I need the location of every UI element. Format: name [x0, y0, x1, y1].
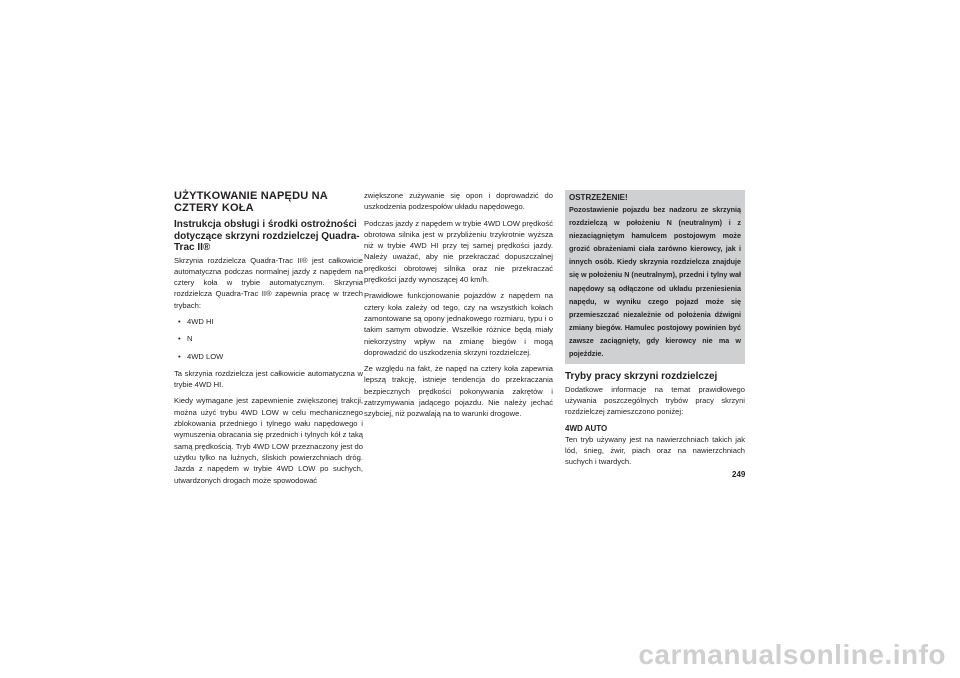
mode-heading: 4WD AUTO	[565, 423, 608, 433]
subsection-title: Instrukcja obsługi i środki ostrożności dotyczące skrzyni rozdzielczej Quadra-Trac II®	[174, 219, 360, 253]
watermark-text: carmanualsonline.info	[638, 639, 946, 670]
paragraph: Prawidłowe funkcjonowanie pojazdów z napędem na cztery koła zależy od tego, czy na wszystkich kołach zamontowane są opony jednakowego rozmiaru, typu i o takim samym obwodzie. Wszelkie różnice będą miały niekorzystny wpływ na zmianę biegów i mogą doprowadzić do uszkodzenia skrzyni rozdzielczej.	[364, 291, 553, 357]
warning-box	[565, 190, 745, 364]
column-right	[565, 190, 745, 472]
paragraph: Kiedy wymagane jest zapewnienie zwiększonej trakcji, można użyć trybu 4WD LOW w celu mechanicznego zblokowania przedniego i tylnego wału napędowego i wymuszenia obracania się przednich i tylnych kół z taką samą prędkością. Tryb 4WD LOW przeznaczony jest do użytku tylko na luźnych, śliskich powierzchniach dróg. Jazda z napędem w trybie 4WD LOW po suchych, utwardzonych drogach może spowodować	[174, 396, 363, 485]
paragraph: Dodatkowe informacje na temat prawidłowego używania poszczególnych trybów pracy skrzyni rozdzielczej zamieszczono poniżej:	[565, 384, 745, 417]
paragraph: Ten tryb używany jest na nawierzchniach takich jak lód, śnieg, żwir, piach oraz na nawierzchniach suchych i twardych.	[565, 434, 745, 467]
paragraph: Ta skrzynia rozdzielcza jest całkowicie automatyczna w trybie 4WD HI.	[174, 368, 363, 390]
paragraph: zwiększone zużywanie się opon i doprowadzić do uszkodzenia podzespołów układu napędowego.	[364, 191, 553, 212]
intro-paragraph: Skrzynia rozdzielcza Quadra-Trac II® jest całkowicie automatyczna podczas normalnej jazdy z napędem na cztery koła w trybie automatycznym. Skrzynia rozdzielcza Quadra-Trac II® zapewnia pracę w trzech trybach:	[174, 255, 363, 310]
subsection-title: Tryby pracy skrzyni rozdzielczej	[565, 371, 718, 383]
warning-title: OSTRZEŻENIE!	[569, 193, 628, 202]
column-middle	[364, 190, 553, 425]
column-left	[174, 190, 363, 491]
paragraph: Podczas jazdy z napędem w trybie 4WD LOW prędkość obrotowa silnika jest w przybliżeniu trzykrotnie wyższa niż w trybie 4WD HI przy tej samej prędkości jazdy. Należy uważać, aby nie przekraczać dopuszczalnej prędkości obrotowej silnika oraz nie przekraczać prędkości jazdy wynoszącej 40 km/h.	[364, 218, 553, 285]
list-item: • 4WD LOW	[178, 351, 363, 362]
list-item: • N	[178, 333, 363, 344]
warning-body: Pozostawienie pojazdu bez nadzoru ze skrzynią rozdzielczą w położeniu N (neutralnym) i z niezaciągniętym hamulcem postojowym może grozić obrażeniami ciała zarówno kierowcy, jak i innych osób. Kiedy skrzynia rozdzielcza znajduje się w położeniu N (neutralnym), przedni i tylny wał napędowy są odłączone od układu przeniesienia napędu, w wyniku czego pojazd może się przemieszczać niezależnie od położenia dźwigni zmiany biegów. Hamulec postojowy powinien być zawsze zaciągnięty, gdy kierowcy nie ma w pojeździe.	[569, 205, 741, 359]
page-number: 249	[732, 470, 746, 479]
section-title: UŻYTKOWANIE NAPĘDU NA CZTERY KOŁA	[174, 190, 328, 214]
modes-list	[174, 316, 363, 362]
list-item: • 4WD HI	[178, 316, 363, 327]
paragraph: Ze względu na fakt, że napęd na cztery koła zapewnia lepszą trakcję, istnieje tendencja do przekraczania bezpiecznych prędkości pokonywania zakrętów i zatrzymywania jadącego pojazdu. Nie należy jechać szybciej, niż pozwalają na to warunki drogowe.	[364, 364, 553, 419]
